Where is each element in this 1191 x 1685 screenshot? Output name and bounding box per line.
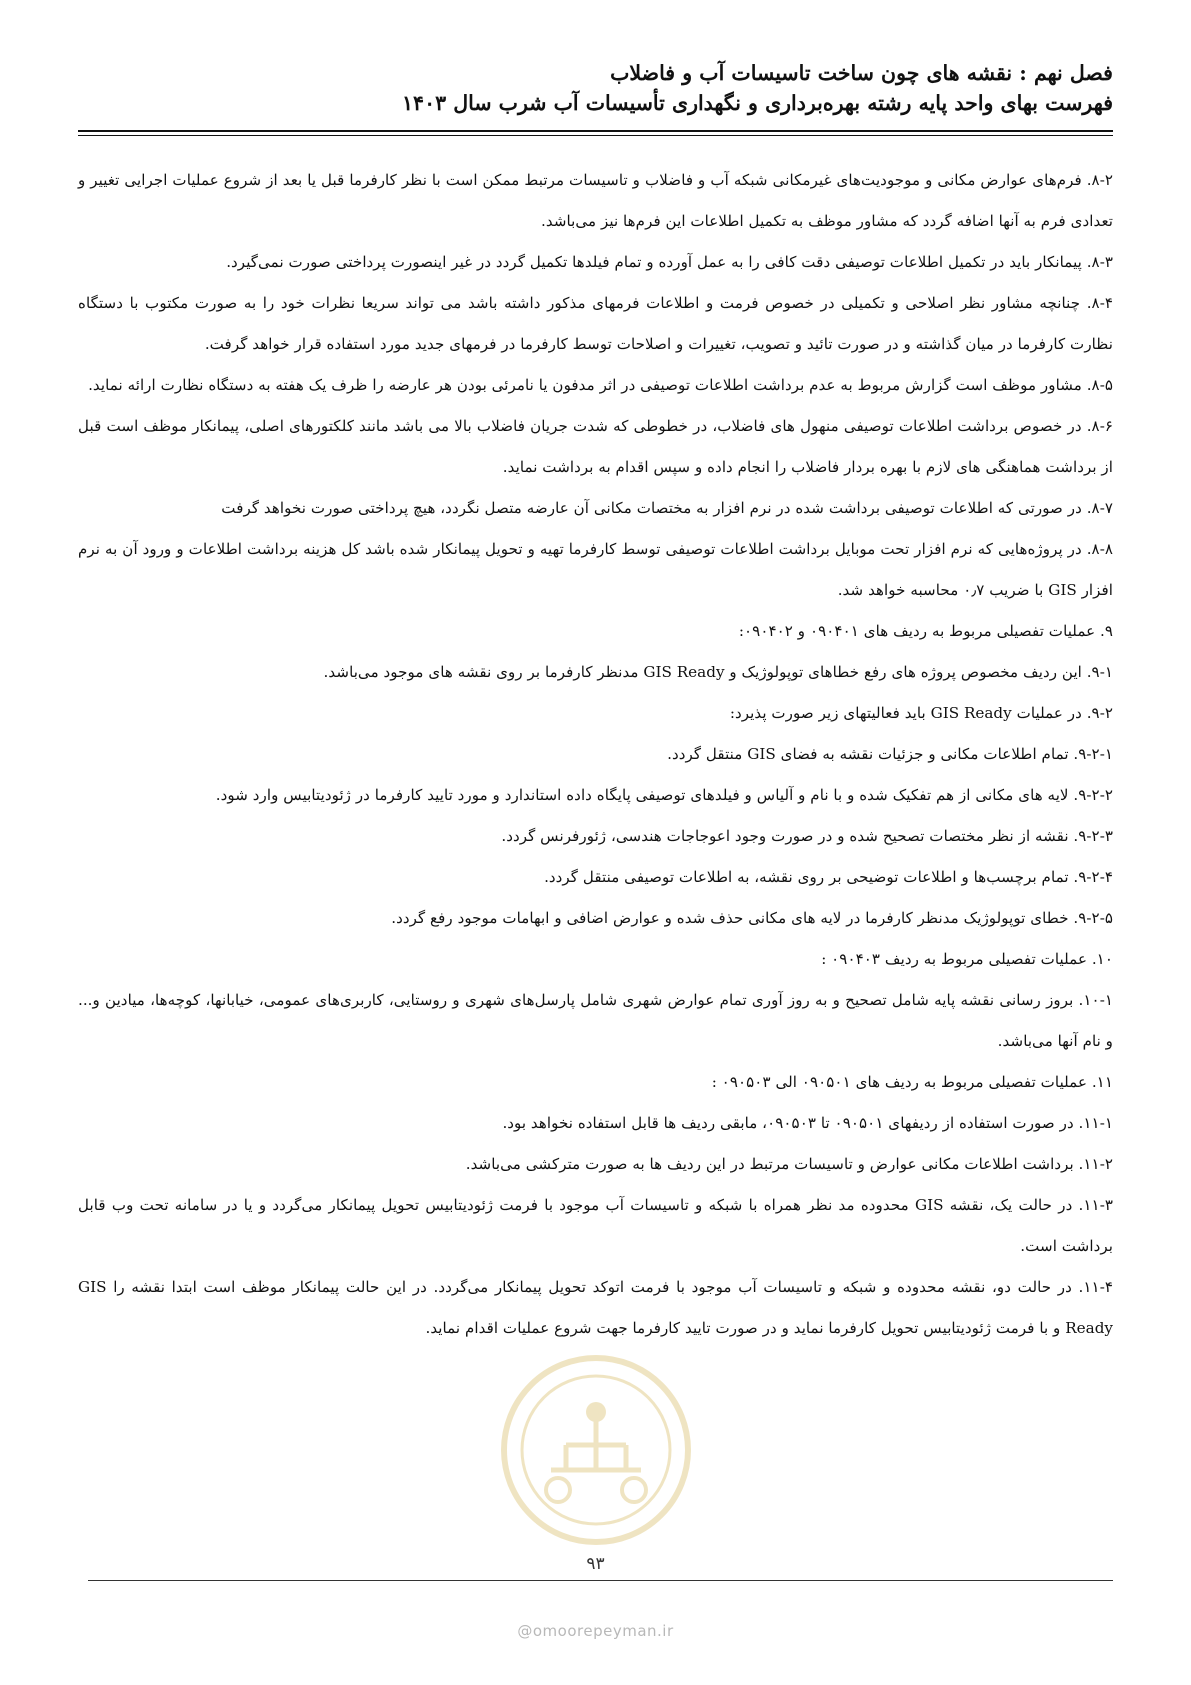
paragraph-9-2-5: ۹-۲-۵. خطای توپولوژیک مدنظر کارفرما در لایه های مکانی حذف شده و عوارض اضافی و ابهامات موجود رفع گردد. [391,909,1113,927]
paragraph-10-1: ۱۰-۱. بروز رسانی نقشه پایه شامل تصحیح و به روز آوری تمام عوارض شهری شامل پارسل‌های شهری و روستایی، کاربری‌های عمومی، خیابانها، کوچه‌ها، میادین و... و نام آنها می‌باشد. [78,991,1113,1050]
watermark-seal-icon [496,1350,696,1550]
paragraph-11-4: ۱۱-۴. در حالت دو، نقشه محدوده و شبکه و تاسیسات آب موجود با فرمت اتوکد تحویل پیمانکار می‌گردد. در این حالت پیمانکار موظف است ابتدا نقشه را GIS Ready و با فرمت ژئودیتابیس تحویل کارفرما نماید و در صورت تایید کارفرما جهت شروع عملیات اقدام نماید. [78,1278,1113,1337]
paragraph-9-2-1: ۹-۲-۱. تمام اطلاعات مکانی و جزئیات نقشه به فضای GIS منتقل گردد. [667,745,1113,763]
header-rule-thick [78,130,1113,132]
paragraph-9-1: ۹-۱. این ردیف مخصوص پروژه های رفع خطاهای توپولوژیک و GIS Ready مدنظر کارفرما بر روی نقشه های موجود می‌باشد. [323,663,1113,681]
paragraph-8-6: ۸-۶. در خصوص برداشت اطلاعات توصیفی منهول های فاضلاب، در خطوطی که شدت جریان فاضلاب بالا می باشد مانند کلکتورهای اصلی، پیمانکار موظف است قبل از برداشت هماهنگی های لازم با بهره بردار فاضلاب را انجام داده و سپس اقدام به برداشت نماید. [78,417,1113,476]
page-number: ۹۳ [586,1554,605,1574]
body-text [78,160,1113,1349]
watermark-url: @omoorepeyman.ir [517,1622,674,1640]
paragraph-11-3: ۱۱-۳. در حالت یک، نقشه GIS محدوده مد نظر همراه با شبکه و تاسیسات آب موجود با فرمت ژئودیتابیس تحویل پیمانکار می‌گردد و یا در سامانه تحت وب قابل برداشت است. [78,1196,1113,1255]
footer-rule [88,1580,1113,1581]
section-10-heading: ۱۰. عملیات تفصیلی مربوط به ردیف ۰۹۰۴۰۳ : [821,950,1113,968]
paragraph-9-2-2: ۹-۲-۲. لایه های مکانی از هم تفکیک شده و با نام و آلیاس و فیلدهای توصیفی پایگاه داده استاندارد و مورد تایید کارفرما در ژئودیتابیس وارد شود. [215,786,1113,804]
paragraph-9-2: ۹-۲. در عملیات GIS Ready باید فعالیتهای زیر صورت پذیرد: [729,704,1113,722]
paragraph-8-2: ۸-۲. فرم‌های عوارض مکانی و موجودیت‌های غیرمکانی شبکه آب و فاضلاب و تاسیسات مرتبط ممکن است با نظر کارفرما قبل یا بعد از شروع عملیات اجرایی تغییر و تعدادی فرم به آنها اضافه گردد که مشاور موظف به تکمیل اطلاعات این فرم‌ها نیز می‌باشد. [78,171,1113,230]
paragraph-8-5: ۸-۵. مشاور موظف است گزارش مربوط به عدم برداشت اطلاعات توصیفی در اثر مدفون یا نامرئی بودن هر عارضه را ظرف یک هفته به دستگاه نظارت ارائه نماید. [88,376,1113,394]
paragraph-8-3: ۸-۳. پیمانکار باید در تکمیل اطلاعات توصیفی دقت کافی را به عمل آورده و تمام فیلدها تکمیل گردد در غیر اینصورت پرداختی صورت نمی‌گیرد. [226,253,1113,271]
header-rule-thin [78,135,1113,136]
section-9-heading: ۹. عملیات تفصیلی مربوط به ردیف های ۰۹۰۴۰۱ و ۰۹۰۴۰۲: [738,622,1113,640]
paragraph-8-7: ۸-۷. در صورتی که اطلاعات توصیفی برداشت شده در نرم افزار به مختصات مکانی آن عارضه متصل نگردد، هیچ پرداختی صورت نخواهد گرفت [221,499,1113,517]
section-11-heading: ۱۱. عملیات تفصیلی مربوط به ردیف های ۰۹۰۵۰۱ الی ۰۹۰۵۰۳ : [711,1073,1113,1091]
chapter-title: فصل نهم : نقشه های چون ساخت تاسیسات آب و فاضلاب [610,61,1113,85]
paragraph-9-2-4: ۹-۲-۴. تمام برچسب‌ها و اطلاعات توضیحی بر روی نقشه، به اطلاعات توصیفی منتقل گردد. [544,868,1113,886]
paragraph-8-4: ۸-۴. چنانچه مشاور نظر اصلاحی و تکمیلی در خصوص فرمت و اطلاعات فرمهای مذکور داشته باشد می تواند سریعا نظرات خود را به صورت مکتوب با دستگاه نظارت کارفرما در میان گذاشته و در صورت تائید و تصویب، تغییرات و اصلاحات توسط کارفرما در فرمهای جدید مورد استفاده قرار خواهد گرفت. [78,294,1113,353]
paragraph-11-1: ۱۱-۱. در صورت استفاده از ردیفهای ۰۹۰۵۰۱ تا ۰۹۰۵۰۳، مابقی ردیف ها قابل استفاده نخواهد بود. [502,1114,1113,1132]
price-list-title: فهرست بهای واحد پایه رشته بهره‌برداری و نگهداری تأسیسات آب شرب سال ۱۴۰۳ [402,91,1113,115]
paragraph-9-2-3: ۹-۲-۳. نقشه از نظر مختصات تصحیح شده و در صورت وجود اعوجاجات هندسی، ژئورفرنس گردد. [501,827,1113,845]
page-header [78,58,1113,118]
paragraph-11-2: ۱۱-۲. برداشت اطلاعات مکانی عوارض و تاسیسات مرتبط در این ردیف ها به صورت مترکشی می‌باشد. [465,1155,1113,1173]
paragraph-8-8: ۸-۸. در پروژه‌هایی که نرم افزار تحت موبایل برداشت اطلاعات توصیفی توسط کارفرما تهیه و تحویل پیمانکار شده باشد کل هزینه برداشت اطلاعات و ورود آن به نرم افزار GIS با ضریب ۰٫۷ محاسبه خواهد شد. [78,540,1113,599]
